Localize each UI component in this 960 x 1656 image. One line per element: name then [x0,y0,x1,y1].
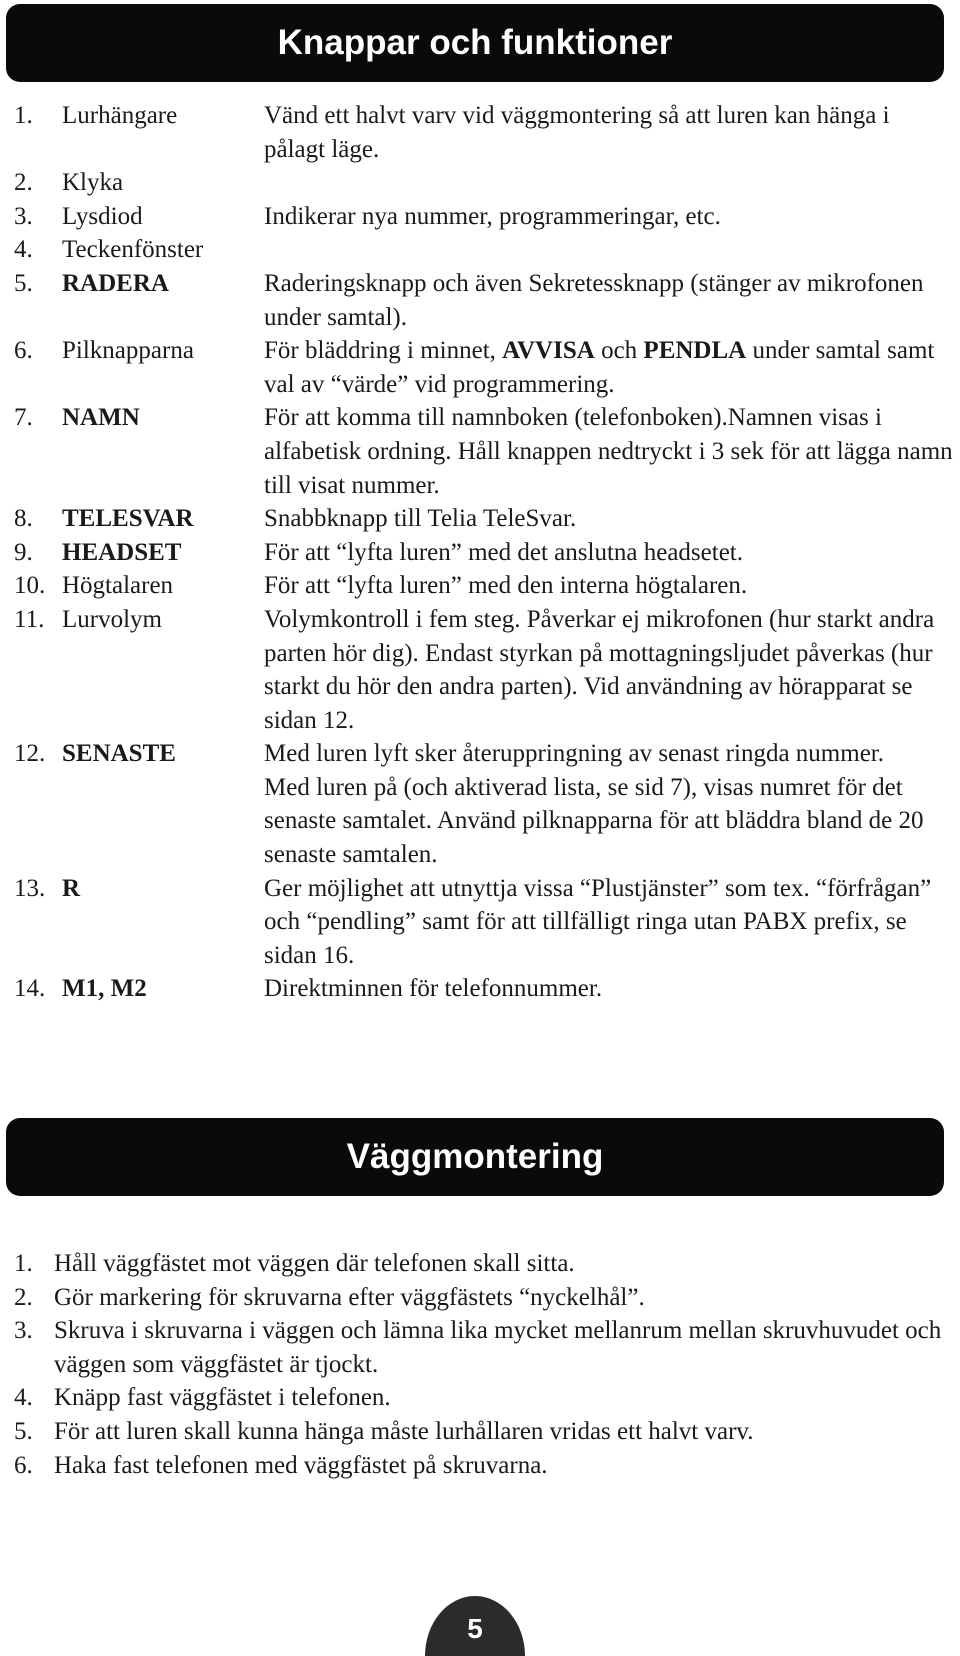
function-number: 11. [14,605,45,633]
wall-step-text: Håll väggfästet mot väggen där telefonen skall sitta. [54,1250,575,1277]
function-row [14,872,954,973]
wall-step-text: För att luren skall kunna hänga måste lurhållaren vridas ett halvt varv. [54,1417,754,1445]
wall-step-number: 3. [14,1317,33,1345]
function-row [14,972,954,1006]
wall-step-text: Skruva i skruvarna i väggen och lämna lika mycket mellanrum mellan skruvhuvudet och väggen som väggfästet är tjockt. [54,1317,942,1378]
wall-mounting-steps [14,1247,944,1482]
wall-step [14,1415,944,1449]
function-description-paragraph: För att komma till namnboken (telefonboken).Namnen visas i alfabetisk ordning. Håll knappen nedtryckt i 3 sek för att lägga namn till visat nummer. [264,404,953,499]
function-number: 4. [14,236,33,264]
function-name: Högtalaren [62,572,174,600]
function-name: HEADSET [62,538,182,566]
wall-step-number: 6. [14,1451,33,1479]
wall-step-number: 5. [14,1417,33,1445]
function-list [14,99,954,1006]
wall-step-text: Haka fast telefonen med väggfästet på skruvarna. [54,1451,548,1479]
function-number: 10. [14,572,46,600]
function-description-paragraph: För att “lyfta luren” med den interna högtalaren. [264,572,748,600]
function-number: 1. [14,102,33,129]
function-description-paragraph [264,166,954,200]
wall-step [14,1314,944,1381]
function-number: 9. [14,538,33,566]
wall-step-text: Knäpp fast väggfästet i telefonen. [54,1384,391,1412]
function-description [264,267,954,334]
function-number: 13. [14,874,46,902]
page-number-badge [425,1596,525,1656]
function-description [264,233,954,267]
function-description [264,401,954,502]
function-row [14,267,954,334]
function-row [14,200,954,234]
function-row [14,536,954,570]
wall-step [14,1381,944,1415]
function-row [14,569,954,603]
wall-step [14,1449,944,1483]
function-number: 3. [14,202,33,230]
function-description-paragraph: Med luren på (och aktiverad lista, se sid 7), visas numret för det senaste samtalet. Använd pilknapparna för att bläddra bland de 20 senaste samtalen. [264,773,924,869]
function-description-paragraph: Raderingsknapp och även Sekretessknapp (stänger av mikrofonen under samtal). [264,269,924,331]
function-description-paragraph: Ger möjlighet att utnyttja vissa “Plustjänster” som tex. “förfrågan” och “pendling” samt för att tillfälligt ringa utan PABX prefix, se sidan 16. [264,874,932,969]
function-description [264,166,954,200]
function-name: SENASTE [62,740,176,768]
function-row [14,334,954,401]
function-name: Pilknapparna [62,337,194,365]
function-row [14,401,954,502]
section-title-wall-mounting [6,1118,944,1196]
function-row [14,99,954,166]
wall-step [14,1247,944,1281]
function-number: 8. [14,505,33,533]
wall-step-text: Gör markering för skruvarna efter väggfästets “nyckelhål”. [54,1283,645,1311]
function-description-paragraph: Med luren lyft sker återuppringning av senast ringda nummer. [264,740,884,768]
key-name-inline: AVVISA [502,337,595,365]
function-description [264,502,954,536]
function-number: 6. [14,337,33,365]
function-name: R [62,874,81,902]
wall-step-number: 1. [14,1250,33,1277]
function-description [264,972,954,1006]
function-description [264,200,954,234]
function-name: NAMN [62,404,140,432]
function-row [14,502,954,536]
function-description-paragraph: Indikerar nya nummer, programmeringar, etc. [264,202,721,230]
function-name: Lurvolym [62,605,162,633]
function-description-paragraph: För att “lyfta luren” med det anslutna headsetet. [264,538,743,566]
key-name-inline: PENDLA [643,337,747,365]
function-description [264,872,954,973]
function-description-paragraph: Direktminnen för telefonnummer. [264,975,603,1003]
section-title-functions [6,4,944,82]
section-title-wall-mounting-text: Väggmontering [346,1137,604,1176]
function-row [14,737,954,871]
function-description-paragraph: För bläddring i minnet, AVVISA och PENDLA under samtal samt val av “värde” vid programmering. [264,337,935,398]
wall-step-number: 2. [14,1283,33,1311]
function-description [264,603,954,737]
function-number: 5. [14,269,33,297]
function-row [14,233,954,267]
function-name: Klyka [62,169,124,197]
function-number: 7. [14,404,33,432]
function-name: TELESVAR [62,505,194,533]
wall-step-number: 4. [14,1384,33,1412]
page-number: 5 [467,1613,483,1644]
function-name: M1, M2 [62,975,147,1003]
wall-step [14,1281,944,1315]
function-name: Lurhängare [62,102,178,129]
function-description [264,99,954,166]
function-description [264,569,954,603]
function-name: RADERA [62,269,169,297]
function-description-paragraph: Volymkontroll i fem steg. Påverkar ej mikrofonen (hur starkt andra parten hör dig). Endast styrkan på mottagningsljudet påverkas (hur starkt du hör den andra parten). Vid användning av hörapparat se sidan 12. [264,605,935,734]
function-number: 12. [14,740,46,768]
function-description [264,737,954,871]
function-description [264,334,954,401]
function-name: Lysdiod [62,202,143,230]
function-number: 14. [14,975,46,1003]
section-title-functions-text: Knappar och funktioner [277,23,673,62]
function-description-paragraph: Vänd ett halvt varv vid väggmontering så att luren kan hänga i pålagt läge. [264,102,890,163]
function-description-paragraph: Snabbknapp till Telia TeleSvar. [264,505,577,533]
function-description-paragraph [264,233,954,267]
function-row [14,166,954,200]
function-row [14,603,954,737]
function-description [264,536,954,570]
function-name: Teckenfönster [62,236,204,264]
function-number: 2. [14,169,33,197]
